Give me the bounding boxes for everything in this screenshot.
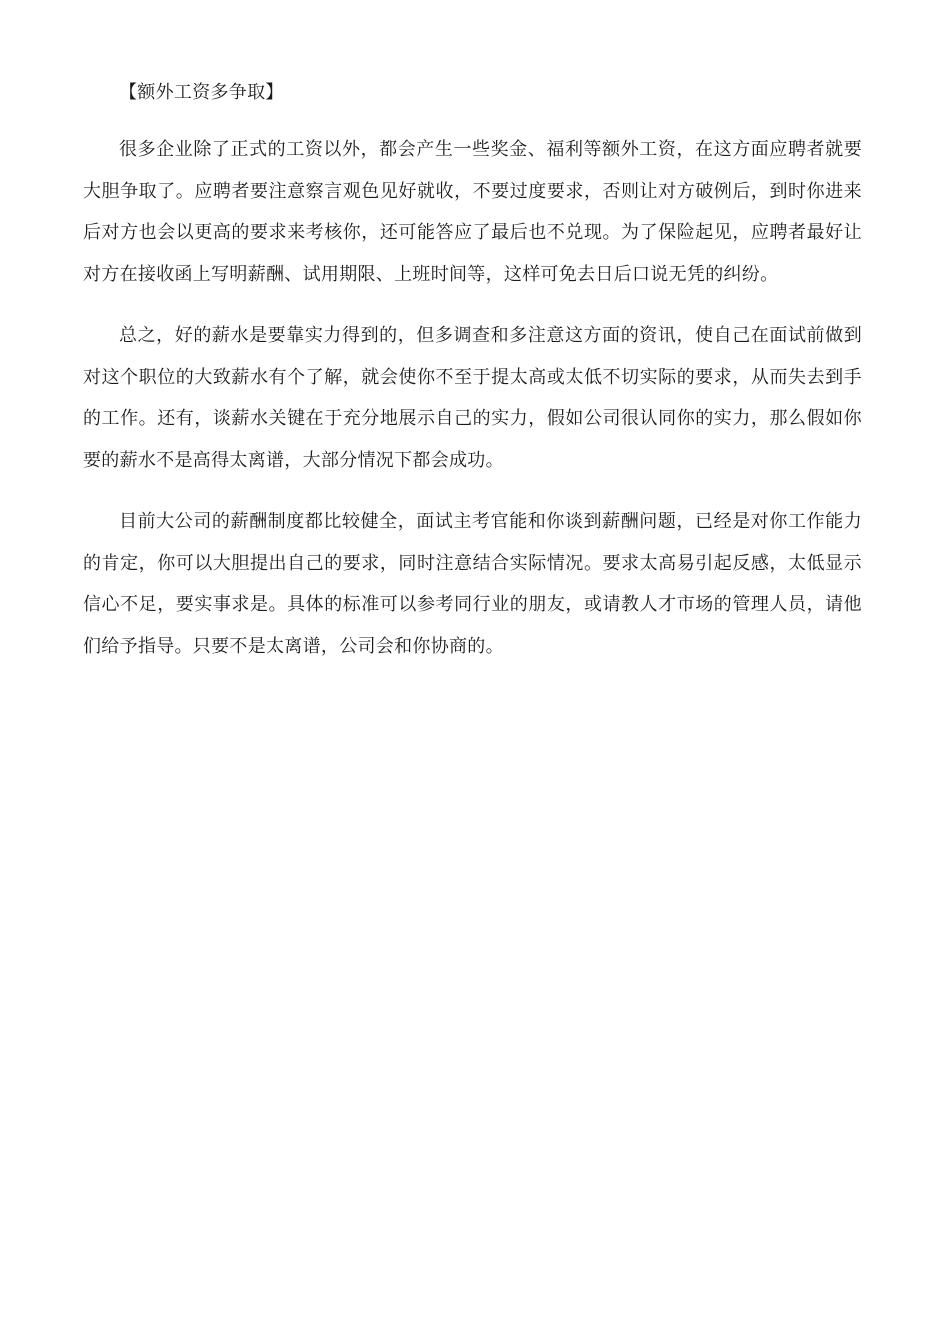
document-body bbox=[83, 74, 862, 687]
paragraph-big-company: 目前大公司的薪酬制度都比较健全，面试主考官能和你谈到薪酬问题，已经是对你工作能力的肯定，你可以大胆提出自己的要求，同时注意结合实际情况。要求太高易引起反感，太低显示信心不足，要实事求是。具体的标准可以参考同行业的朋友，或请教人才市场的管理人员，请他们给予指导。只要不是太离谱，公司会和你协商的。 bbox=[83, 511, 862, 657]
paragraph-summary: 总之，好的薪水是要靠实力得到的，但多调查和多注意这方面的资讯，使自己在面试前做到对这个职位的大致薪水有个了解，就会使你不至于提太高或太低不切实际的要求，从而失去到手的工作。还有，谈薪水关键在于充分地展示自己的实力，假如公司很认同你的实力，那么假如你要的薪水不是高得太离谱，大部分情况下都会成功。 bbox=[83, 325, 862, 471]
section-heading: 【额外工资多争取】 bbox=[119, 82, 284, 103]
paragraph-extra-pay: 很多企业除了正式的工资以外，都会产生一些奖金、福利等额外工资，在这方面应聘者就要大胆争取了。应聘者要注意察言观色见好就收，不要过度要求，否则让对方破例后，到时你进来后对方也会以更高的要求来考核你，还可能答应了最后也不兑现。为了保险起见，应聘者最好让对方在接收函上写明薪酬、试用期限、上班时间等，这样可免去日后口说无凭的纠纷。 bbox=[83, 139, 862, 285]
